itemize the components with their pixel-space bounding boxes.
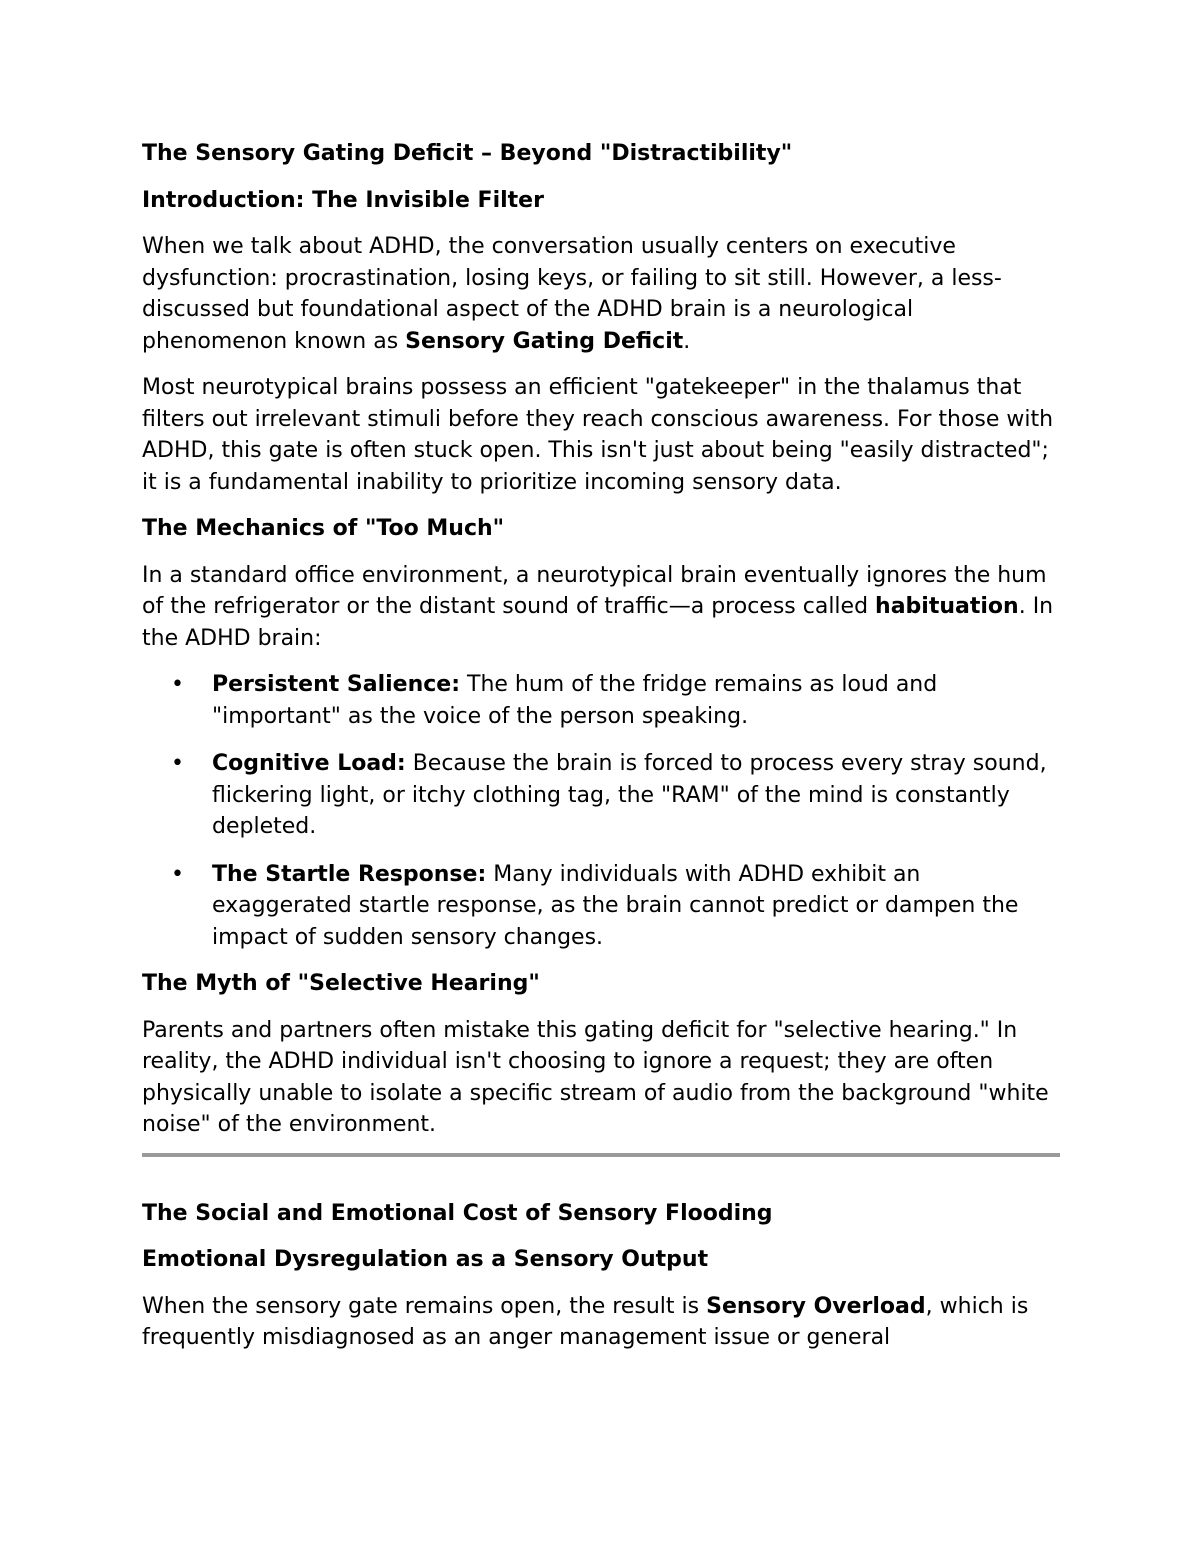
myth-paragraph: Parents and partners often mistake this gating deficit for "selective hearing." In reality, the ADHD individual isn't choosing to ignore a request; they are often physically unable to isolate a specific stream of audio from the background "white noise" of the environment.	[142, 1017, 1049, 1137]
intro-paragraph-1	[142, 231, 1060, 357]
intro-p1-end: .	[683, 328, 691, 354]
list-item	[171, 669, 1060, 732]
list-item-text: Many individuals with ADHD exhibit an exaggerated startle response, as the brain cannot predict or dampen the impact of sudden sensory changes.	[212, 861, 1019, 950]
myth-heading: The Myth of "Selective Hearing"	[142, 971, 540, 996]
section-2-title: The Social and Emotional Cost of Sensory Flooding	[142, 1200, 773, 1226]
intro-p1-text: When we talk about ADHD, the conversation usually centers on executive dysfunction: procrastination, losing keys, or failing to sit still. However, a less-discussed but foundational aspect of the ADHD brain is a neurological phenomenon known as	[142, 234, 1002, 354]
mechanics-heading: The Mechanics of "Too Much"	[142, 516, 505, 541]
list-item-term: The Startle Response:	[212, 861, 487, 887]
document-page	[142, 138, 1060, 1354]
intro-heading: Introduction: The Invisible Filter	[142, 187, 544, 213]
bullet-icon: •	[171, 861, 184, 887]
mechanics-p-text: In a standard office environment, a neurotypical brain eventually ignores the hum of the refrigerator or the distant sound of traffic—a process called	[142, 562, 1047, 619]
intro-p1-bold: Sensory Gating Deficit	[405, 328, 684, 354]
bullet-icon: •	[171, 751, 184, 776]
effects-list	[142, 669, 1060, 953]
s2-p1-text: When the sensory gate remains open, the result is	[142, 1293, 707, 1319]
s2-p1-end: , which is frequently misdiagnosed as an anger management issue or general	[142, 1293, 1029, 1350]
list-item	[171, 748, 1060, 843]
bullet-icon: •	[171, 672, 184, 697]
list-item-term: Persistent Salience:	[212, 672, 461, 697]
document-title: The Sensory Gating Deficit – Beyond "Distractibility"	[142, 141, 793, 166]
mechanics-p-end: . In the ADHD brain:	[142, 594, 1054, 651]
s2-p1-bold: Sensory Overload	[706, 1293, 926, 1319]
list-item-term: Cognitive Load:	[212, 751, 406, 776]
section-2-paragraph-1	[142, 1291, 1060, 1354]
intro-paragraph-2: Most neurotypical brains possess an efficient "gatekeeper" in the thalamus that filters out irrelevant stimuli before they reach conscious awareness. For those with ADHD, this gate is often stuck open. This isn't just about being "easily distracted"; it is a fundamental inability to prioritize incoming sensory data.	[142, 375, 1054, 495]
horizontal-rule	[142, 1153, 1060, 1157]
list-item	[171, 859, 1060, 954]
mechanics-p-bold: habituation	[875, 594, 1019, 619]
section-2-subheading: Emotional Dysregulation as a Sensory Output	[142, 1247, 709, 1272]
list-item-text: Because the brain is forced to process every stray sound, flickering light, or itchy clothing tag, the "RAM" of the mind is constantly depleted.	[212, 751, 1047, 839]
list-item-text: The hum of the fridge remains as loud and "important" as the voice of the person speaking.	[212, 672, 938, 729]
mechanics-paragraph	[142, 560, 1060, 655]
